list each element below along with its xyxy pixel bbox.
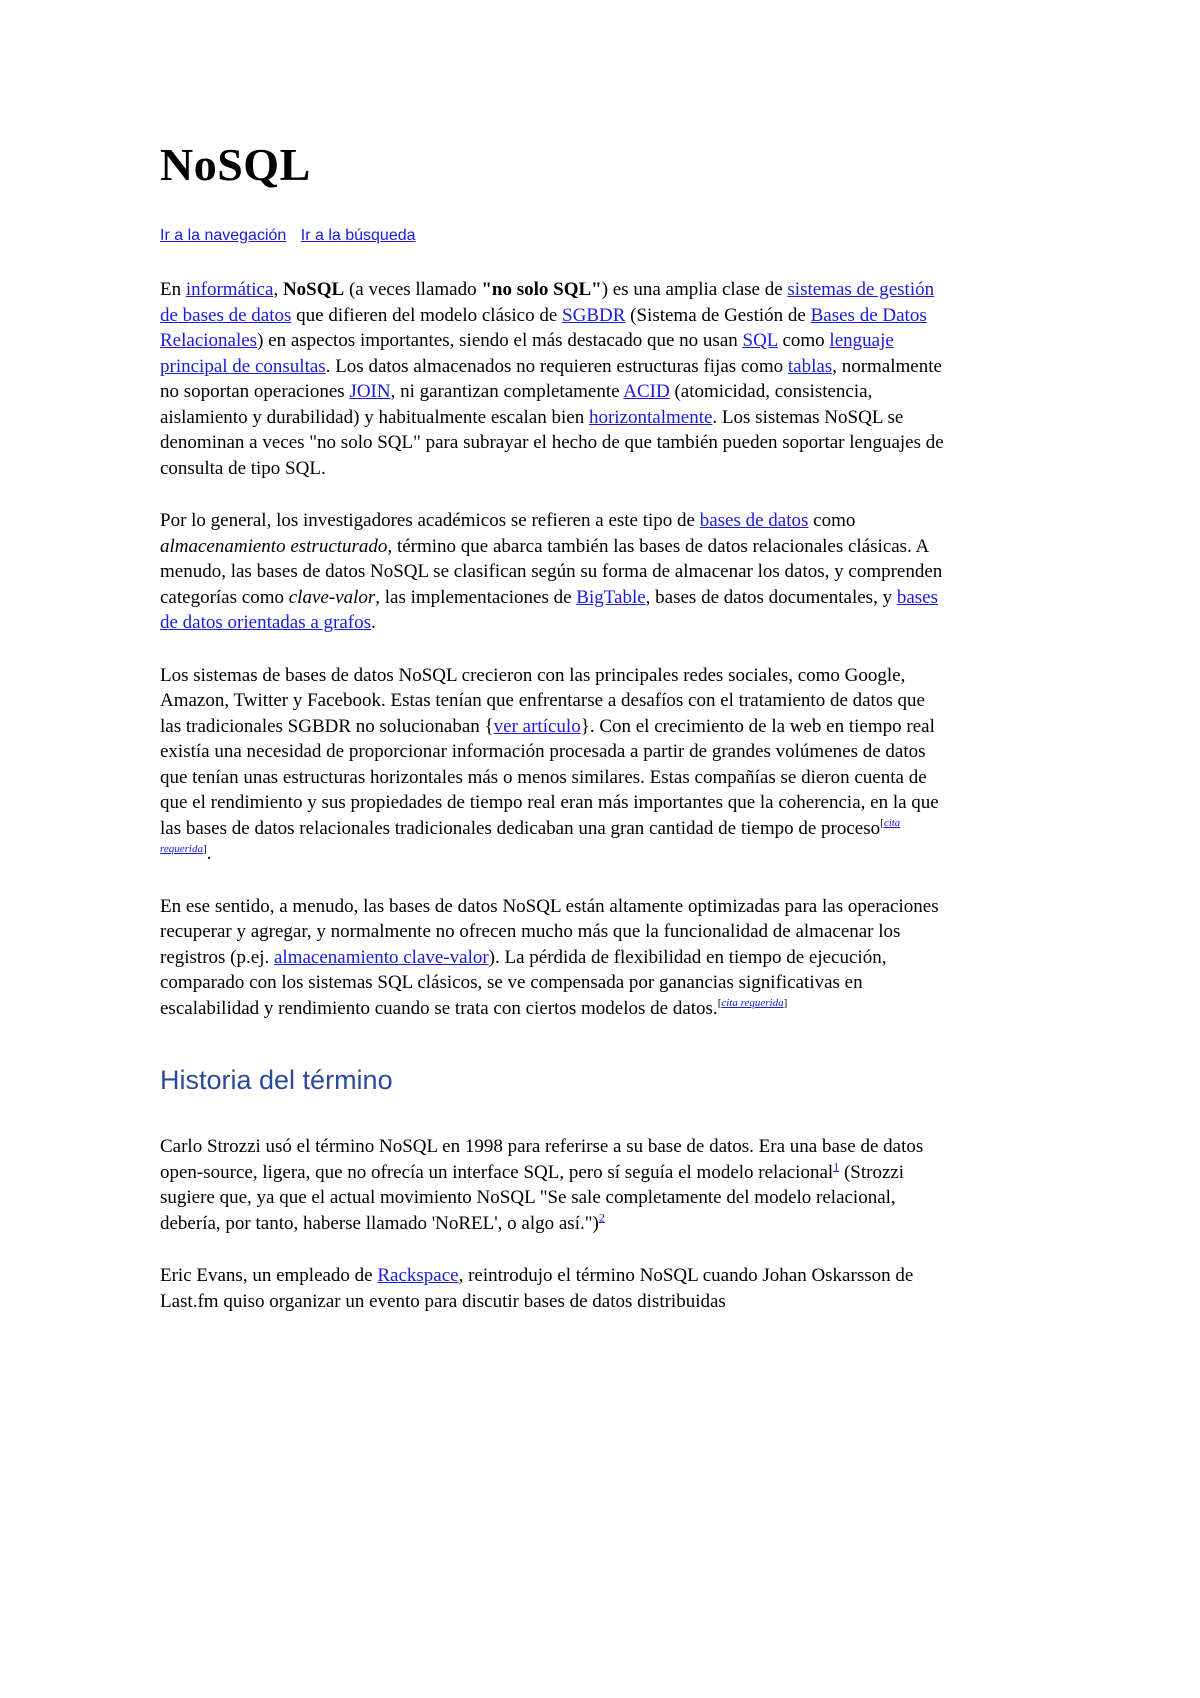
intro-paragraph-1 (160, 277, 950, 481)
text-run: En (160, 279, 186, 300)
text-run: , ni garantizan completamente (390, 381, 624, 402)
text-run: . Los sistemas NoSQL se denominan a veces "no solo SQL" para subrayar el hecho de que también pueden soportar lenguajes de consulta de tipo SQL. (160, 406, 944, 479)
text-run: , reintrodujo el término NoSQL cuando Johan Oskarsson de Last.fm quiso organizar un evento para discutir bases de datos distribuidas (160, 1265, 914, 1312)
superscript (721, 995, 783, 1009)
nav-link-search[interactable]: Ir a la búsqueda (300, 227, 416, 244)
text-run: ) en aspectos importantes, siendo el más destacado que no usan (257, 330, 743, 351)
text-run: . (206, 843, 212, 864)
intro-paragraph-4 (160, 894, 950, 1022)
footnote-2-link[interactable]: 2 (598, 1210, 605, 1225)
nav-links (160, 227, 950, 245)
intro-paragraph-2 (160, 508, 950, 636)
footnote-1-link[interactable]: 1 (833, 1159, 840, 1174)
text-run: Por lo general, los investigadores académicos se refieren a este tipo de (160, 510, 700, 531)
text-run: , normalmente no soportan operaciones (160, 355, 942, 402)
clave-valor-link[interactable]: almacenamiento clave-valor (273, 946, 489, 968)
citation-bracket: [ (880, 817, 884, 830)
horizontalmente-link[interactable]: horizontalmente (588, 406, 713, 428)
text-run: ). La pérdida de flexibilidad en tiempo de ejecución, comparado con los sistemas SQL clásicos, se ve compensada por ganancias significativas en escalabilidad y rendimiento cuando se trata con ciertos modelos de datos. (160, 946, 887, 1019)
text-run: como (777, 330, 830, 351)
cita-requerida-link-2[interactable]: cita requerida (721, 997, 784, 1010)
section-heading-historia: Historia del término (160, 1065, 393, 1095)
join-link[interactable]: JOIN (349, 381, 391, 402)
sql-link[interactable]: SQL (742, 330, 778, 351)
text-run: ) es una amplia clase de (601, 279, 788, 300)
citation-bracket: [ (717, 997, 722, 1010)
text-run: (Strozzi sugiere que, ya que el actual movimiento NoSQL "Se sale completamente del modelo relacional, debería, por tanto, haberse llamado 'NoREL', o algo así.") (160, 1161, 905, 1234)
historia-paragraph-2 (160, 1263, 950, 1314)
rackspace-link[interactable]: Rackspace (377, 1265, 459, 1286)
italic-text: clave-valor (288, 586, 376, 608)
italic-text: almacenamiento estructurado (160, 535, 388, 557)
bigtable-link[interactable]: BigTable (576, 586, 646, 608)
text-run: . (371, 612, 376, 633)
lenguaje-consultas-link[interactable]: lenguaje principal de consultas (160, 330, 894, 377)
text-run: Los sistemas de bases de datos NoSQL crecieron con las principales redes sociales, como Google, Amazon, Twitter y Facebook. Estas tenían que enfrentarse a desafíos con el tratamiento de datos que las tradicionales SGBDR no solucionaban { (160, 664, 925, 737)
superscript (599, 1210, 605, 1224)
text-run: , bases de datos documentales, y (645, 586, 897, 608)
text-run: (atomicidad, consistencia, aislamiento y durabilidad) y habitualmente escalan bien (160, 381, 873, 428)
sgbd-link[interactable]: sistemas de gestión de bases de datos (160, 279, 935, 326)
acid-link[interactable]: ACID (623, 381, 670, 402)
ver-articulo-link[interactable]: ver artículo (493, 715, 581, 737)
text-run: Eric Evans, un empleado de (160, 1265, 378, 1286)
text-run: (Sistema de Gestión de (625, 304, 811, 326)
bold-text: "no solo SQL" (481, 279, 602, 300)
text-run: como (808, 510, 856, 531)
text-run: En ese sentido, a menudo, las bases de datos NoSQL están altamente optimizadas para las operaciones recuperar y agregar, y normalmente no ofrecen mucho más que la funcionalidad de almacenar los registros (p.ej. (160, 895, 939, 968)
text-run: Carlo Strozzi usó el término NoSQL en 1998 para referirse a su base de datos. Era una base de datos open-source, ligera, que no ofrecía un interface SQL, pero sí seguía el modelo relacional (160, 1136, 924, 1183)
cita-requerida-link-1[interactable]: cita requerida (160, 817, 901, 855)
text-run: , (273, 279, 283, 300)
historia-paragraph-1 (160, 1134, 950, 1236)
text-run: , término que abarca también las bases de datos relacionales clásicas. A menudo, las bases de datos NoSQL se clasifican según su forma de almacenar los datos, y comprenden categorías como (160, 535, 943, 608)
bases-datos-relacionales-link[interactable]: Bases de Datos Relacionales (160, 304, 927, 351)
text-run: }. Con el crecimiento de la web en tiempo real existía una necesidad de proporcionar información procesada a partir de grandes volúmenes de datos que tenían unas estructuras horizontales más o menos similares. Estas compañías se dieron cuenta de que el rendimiento y sus propiedades de tiempo real eran más importantes que la coherencia, en la que las bases de datos relacionales tradicionales dedicaban una gran cantidad de tiempo de proceso (160, 715, 939, 839)
informatica-link[interactable]: informática (185, 279, 274, 300)
text-run: que difieren del modelo clásico de (291, 304, 563, 326)
nav-link-navigation[interactable]: Ir a la navegación (160, 227, 287, 244)
text-run: (a veces llamado (344, 279, 482, 300)
intro-paragraph-3 (160, 663, 950, 867)
citation-bracket: ] (202, 842, 207, 855)
grafos-link[interactable]: bases de datos orientadas a grafos (160, 586, 938, 633)
citation-bracket: ] (783, 997, 788, 1010)
bold-text: NoSQL (282, 279, 345, 300)
text-run: . Los datos almacenados no requieren estructuras fijas como (325, 355, 788, 377)
tablas-link[interactable]: tablas (787, 355, 833, 377)
sgbdr-link[interactable]: SGBDR (562, 304, 626, 326)
bases-de-datos-link[interactable]: bases de datos (699, 510, 809, 531)
text-run: , las implementaciones de (375, 586, 577, 608)
article-body (160, 277, 950, 1314)
article-title: NoSQL (160, 139, 311, 190)
